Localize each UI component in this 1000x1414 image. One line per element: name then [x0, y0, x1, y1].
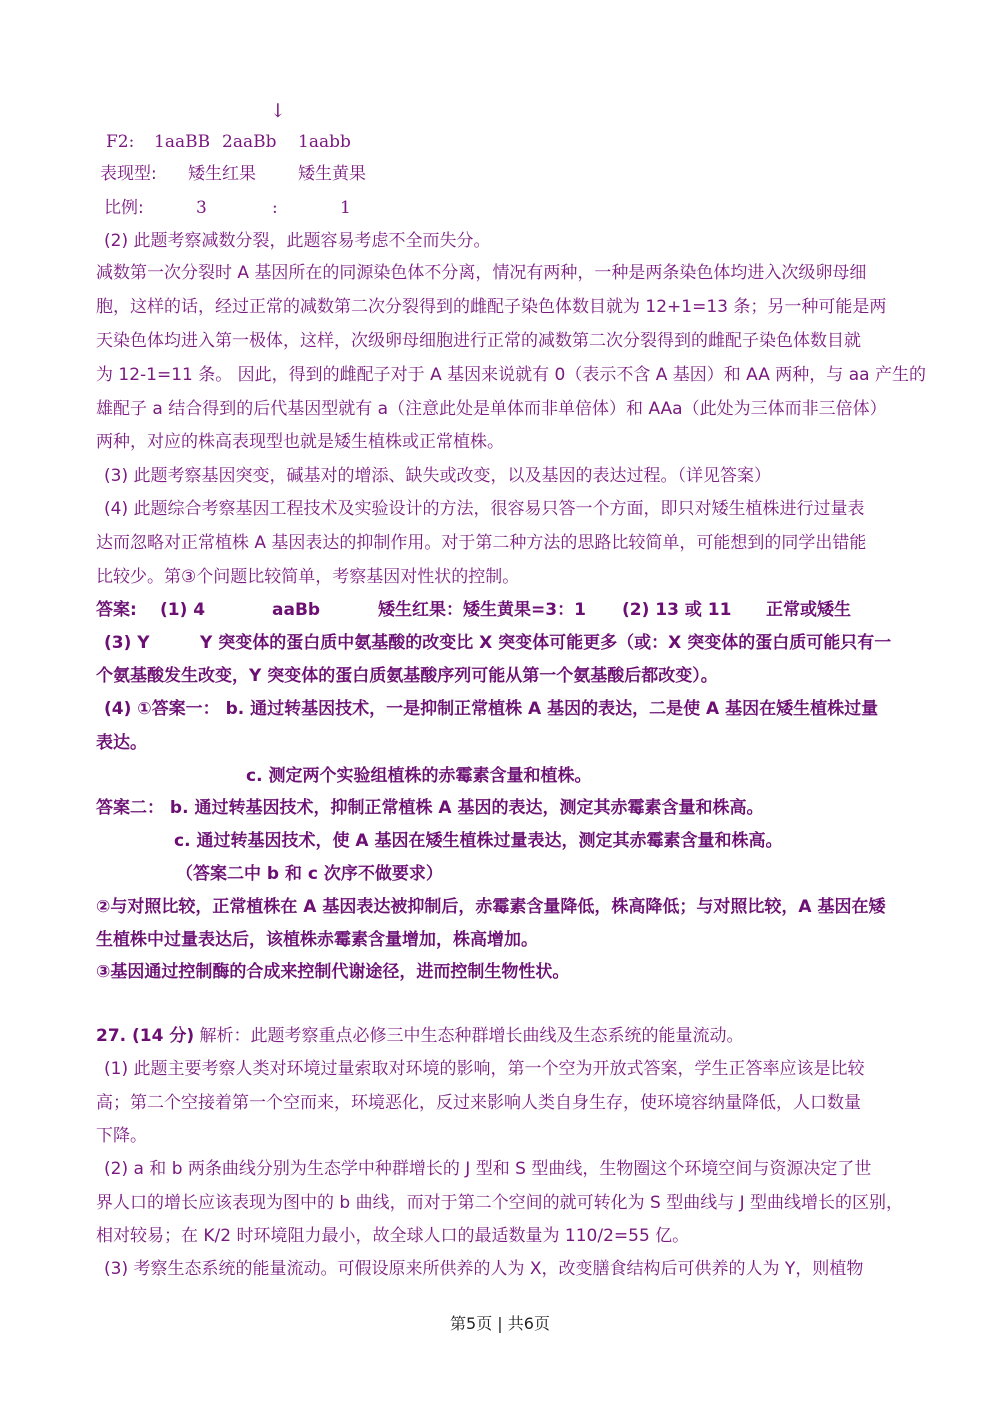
q27-analysis-1-line: (1) 此题主要考察人类对环境过量索取对环境的影响，第一个空为开放式答案，学生正答率应该是比较 [104, 1059, 865, 1079]
answer-1-genotype: aaBb [272, 600, 321, 620]
analysis-3: (3) 此题考察基因突变，碱基对的增添、缺失或改变，以及基因的表达过程。（详见答案） [104, 466, 771, 486]
phenotype-label: 表现型: [100, 164, 157, 184]
ratio-value-1: 3 [196, 198, 207, 218]
phenotype-2: 矮生黄果 [298, 164, 366, 184]
page-footer: 第5页 | 共6页 [450, 1314, 550, 1333]
analysis-2-intro: (2) 此题考察减数分裂，此题容易考虑不全而失分。 [104, 231, 491, 251]
q27-title [96, 1025, 744, 1047]
f2-label: F2: [106, 132, 135, 152]
ratio-row [104, 197, 404, 219]
answer-3-label: (3) Y [104, 633, 150, 653]
answer-label: 答案: [96, 600, 137, 620]
answer-1: (1) 4 [160, 600, 206, 620]
f2-genotype-1: 1aaBB [154, 132, 211, 152]
answer-1-ratio: 矮生红果：矮生黄果=3：1 [378, 600, 586, 620]
q27-analysis-2-line: (2) a 和 b 两条曲线分别为生态学中种群增长的 J 型和 S 型曲线，生物圈这个环境空间与资源决定了世 [104, 1159, 872, 1179]
analysis-2-line: 为 12-1=11 条。 因此，得到的雌配子对于 A 基因来说就有 0（表示不含 A 基因）和 AA 两种，与 aa 产生的 [96, 365, 926, 385]
answer-3-line: Y 突变体的蛋白质中氨基酸的改变比 X 突变体可能更多（或：X 突变体的蛋白质可能只有一 [200, 633, 892, 653]
analysis-2-line: 减数第一次分裂时 A 基因所在的同源染色体不分离，情况有两种，一种是两条染色体均进入次级卵母细 [96, 263, 867, 283]
q27-analysis-1-line: 下降。 [96, 1126, 147, 1146]
ratio-colon: : [272, 198, 278, 218]
answer-4-line: ②与对照比较，正常植株在 A 基因表达被抑制后，赤霉素含量降低，株高降低；与对照比较，A 基因在矮 [96, 897, 886, 917]
phenotype-row [100, 163, 400, 185]
f2-genotype-3: 1aabb [298, 132, 351, 152]
analysis-4-line: 达而忽略对正常植株 A 基因表达的抑制作用。对于第二种方法的思路比较简单，可能想到的同学出错能 [96, 533, 867, 553]
answer-3-line: 个氨基酸发生改变，Y 突变体的蛋白质氨基酸序列可能从第一个氨基酸后都改变）。 [96, 666, 718, 686]
answer-4-line: (4) ①答案一： b. 通过转基因技术，一是抑制正常植株 A 基因的表达，二是使 A 基因在矮生植株过量 [104, 699, 879, 719]
f2-row [106, 131, 406, 153]
q27-analysis-1-line: 高；第二个空接着第一个空而来，环境恶化，反过来影响人类自身生存，使环境容纳量降低，人口数量 [96, 1093, 861, 1113]
phenotype-1: 矮生红果 [188, 164, 256, 184]
q27-title-number: 27. (14 分) [96, 1026, 195, 1046]
ratio-value-2: 1 [340, 198, 351, 218]
ratio-label: 比例: [104, 198, 144, 218]
analysis-4-line: 比较少。第③个问题比较简单，考察基因对性状的控制。 [96, 567, 520, 587]
f2-genotype-2: 2aaBb [222, 132, 277, 152]
q27-title-text: 解析：此题考察重点必修三中生态种群增长曲线及生态系统的能量流动。 [194, 1026, 744, 1046]
analysis-2-line: 天染色体均进入第一极体，这样，次级卵母细胞进行正常的减数第二次分裂得到的雌配子染色体数目就 [96, 331, 861, 351]
arrow-down-icon: ↓ [270, 100, 286, 122]
q27-analysis-3-line: (3) 考察生态系统的能量流动。可假设原来所供养的人为 X，改变膳食结构后可供养的人为 Y，则植物 [104, 1259, 864, 1279]
q27-analysis-2-line: 相对较易；在 K/2 时环境阻力最小，故全球人口的最适数量为 110/2=55 亿。 [96, 1226, 690, 1246]
analysis-2-line: 两种，对应的株高表现型也就是矮生植株或正常植株。 [96, 432, 504, 452]
answer-4-line: c. 测定两个实验组植株的赤霉素含量和植株。 [246, 766, 592, 786]
answer-2: (2) 13 或 11 [622, 600, 732, 620]
answer-4-line: 生植株中过量表达后，该植株赤霉素含量增加，株高增加。 [96, 930, 538, 950]
answer-4-note: （答案二中 b 和 c 次序不做要求） [176, 864, 443, 884]
analysis-2-line: 雄配子 a 结合得到的后代基因型就有 a（注意此处是单体而非单倍体）和 AAa（此处为三体而非三倍体） [96, 399, 887, 419]
analysis-2-line: 胞，这样的话，经过正常的减数第二次分裂得到的雌配子染色体数目就为 12+1=13 条；另一种可能是两 [96, 297, 887, 317]
answer-4-line: 表达。 [96, 733, 147, 753]
answer-4-line: 答案二： b. 通过转基因技术，抑制正常植株 A 基因的表达，测定其赤霉素含量和株高。 [96, 798, 764, 818]
answer-4-line: ③基因通过控制酶的合成来控制代谢途径，进而控制生物性状。 [96, 962, 570, 982]
answer-2-phenotype: 正常或矮生 [766, 600, 851, 620]
analysis-4-line: (4) 此题综合考察基因工程技术及实验设计的方法，很容易只答一个方面，即只对矮生植株进行过量表 [104, 499, 865, 519]
q27-analysis-2-line: 界人口的增长应该表现为图中的 b 曲线，而对于第二个空间的就可转化为 S 型曲线与 J 型曲线增长的区别， [96, 1193, 904, 1213]
answer-4-line: c. 通过转基因技术，使 A 基因在矮生植株过量表达，测定其赤霉素含量和株高。 [174, 831, 783, 851]
